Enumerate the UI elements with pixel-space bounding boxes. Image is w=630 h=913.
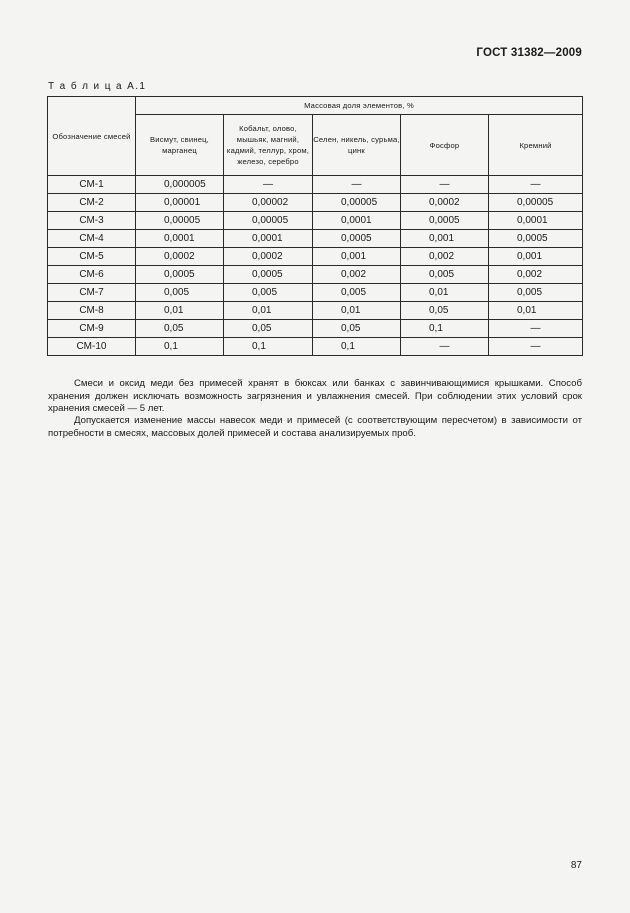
mass-fraction-cell: 0,1	[313, 338, 401, 356]
mass-fraction-cell: 0,01	[224, 302, 313, 320]
mass-fraction-cell: 0,001	[313, 248, 401, 266]
mass-fraction-cell: 0,00001	[136, 194, 224, 212]
page-number: 87	[570, 860, 582, 871]
mass-fraction-cell: 0,05	[136, 320, 224, 338]
paragraph-storage	[48, 378, 582, 416]
mixture-designation-cell: СМ-8	[48, 302, 136, 320]
mass-fraction-cell: 0,0002	[136, 248, 224, 266]
mass-fraction-cell: —	[401, 338, 489, 356]
mass-fraction-cell: 0,1	[401, 320, 489, 338]
table-body	[48, 176, 583, 356]
mass-fraction-cell: 0,0001	[136, 230, 224, 248]
table-row	[48, 176, 583, 194]
mass-fraction-cell: 0,0005	[401, 212, 489, 230]
mass-fraction-cell: 0,0005	[313, 230, 401, 248]
mass-fraction-cell: 0,002	[489, 266, 583, 284]
table-row	[48, 230, 583, 248]
table-row	[48, 302, 583, 320]
mass-fraction-cell: 0,005	[313, 284, 401, 302]
column-header-designation: Обозначение смесей	[48, 97, 136, 176]
column-header-bismuth-lead-manganese: Висмут, свинец, марганец	[136, 115, 224, 176]
mixture-designation-cell: СМ-4	[48, 230, 136, 248]
mass-fraction-cell: 0,01	[489, 302, 583, 320]
table-caption: Т а б л и ц а А.1	[48, 81, 147, 92]
mass-fraction-cell: 0,001	[401, 230, 489, 248]
mass-fraction-cell: 0,002	[401, 248, 489, 266]
mass-fraction-cell: 0,0001	[313, 212, 401, 230]
mass-fraction-cell: 0,0005	[136, 266, 224, 284]
mass-fraction-cell: 0,01	[136, 302, 224, 320]
mass-fraction-cell: —	[489, 320, 583, 338]
mass-fraction-cell: 0,0005	[489, 230, 583, 248]
column-header-cobalt-group: Кобальт, олово, мышьяк, магний, кадмий, теллур, хром, железо, серебро	[224, 115, 313, 176]
table-row	[48, 284, 583, 302]
table-row	[48, 266, 583, 284]
mass-fraction-cell: 0,00005	[489, 194, 583, 212]
mass-fraction-cell: 0,00005	[313, 194, 401, 212]
document-standard-number: ГОСТ 31382—2009	[476, 47, 582, 59]
mass-fraction-cell: 0,005	[401, 266, 489, 284]
table-row	[48, 338, 583, 356]
table-row	[48, 212, 583, 230]
mixture-designation-cell: СМ-3	[48, 212, 136, 230]
mass-fraction-cell: —	[313, 176, 401, 194]
mass-fraction-cell: 0,1	[136, 338, 224, 356]
mass-fraction-cell: 0,000005	[136, 176, 224, 194]
mass-fraction-cell: 0,002	[313, 266, 401, 284]
table-row	[48, 194, 583, 212]
mass-fraction-cell: 0,00005	[224, 212, 313, 230]
column-header-silicon: Кремний	[489, 115, 583, 176]
mass-fraction-cell: 0,0001	[224, 230, 313, 248]
column-header-phosphorus: Фосфор	[401, 115, 489, 176]
mass-fraction-cell: 0,01	[401, 284, 489, 302]
mass-fraction-cell: 0,001	[489, 248, 583, 266]
mass-fraction-cell: 0,005	[224, 284, 313, 302]
mixture-designation-cell: СМ-1	[48, 176, 136, 194]
table-row	[48, 248, 583, 266]
mass-fraction-cell: 0,005	[489, 284, 583, 302]
mixture-designation-cell: СМ-9	[48, 320, 136, 338]
group-header-mass-fraction: Массовая доля элементов, %	[136, 97, 583, 115]
paragraph-mass-change-text: Допускается изменение массы навесок меди и примесей (с соответствующим пересчетом) в зависимости от потребности в смесях, массовых долей примесей и состава анализируемых проб.	[48, 415, 582, 439]
column-header-selenium-group: Селен, никель, сурьма, цинк	[313, 115, 401, 176]
mass-fraction-cell: 0,0005	[224, 266, 313, 284]
mass-fraction-cell: 0,1	[224, 338, 313, 356]
mass-fraction-cell: —	[224, 176, 313, 194]
paragraph-storage-text: Смеси и оксид меди без примесей хранят в бюксах или банках с завинчивающимися крышками. Способ хранения должен исключать возможность загрязнения и увлажнения смесей. При соблюдении этих условий срок хранения смесей — 5 лет.	[48, 378, 582, 414]
mixture-designation-cell: СМ-2	[48, 194, 136, 212]
mass-fraction-cell: 0,05	[224, 320, 313, 338]
mass-fraction-cell: —	[401, 176, 489, 194]
mass-fraction-cell: 0,01	[313, 302, 401, 320]
mass-fraction-cell: —	[489, 176, 583, 194]
mass-fraction-cell: 0,00005	[136, 212, 224, 230]
mass-fraction-cell: 0,00002	[224, 194, 313, 212]
mass-fraction-cell: 0,0001	[489, 212, 583, 230]
mixtures-table	[47, 96, 583, 356]
mass-fraction-cell: 0,05	[401, 302, 489, 320]
mass-fraction-cell: 0,05	[313, 320, 401, 338]
table-row	[48, 320, 583, 338]
mass-fraction-cell: 0,005	[136, 284, 224, 302]
mass-fraction-cell: 0,0002	[401, 194, 489, 212]
mixture-designation-cell: СМ-5	[48, 248, 136, 266]
mixture-designation-cell: СМ-10	[48, 338, 136, 356]
paragraph-mass-change	[48, 415, 582, 440]
mixture-designation-cell: СМ-7	[48, 284, 136, 302]
mixture-designation-cell: СМ-6	[48, 266, 136, 284]
mass-fraction-cell: —	[489, 338, 583, 356]
mass-fraction-cell: 0,0002	[224, 248, 313, 266]
